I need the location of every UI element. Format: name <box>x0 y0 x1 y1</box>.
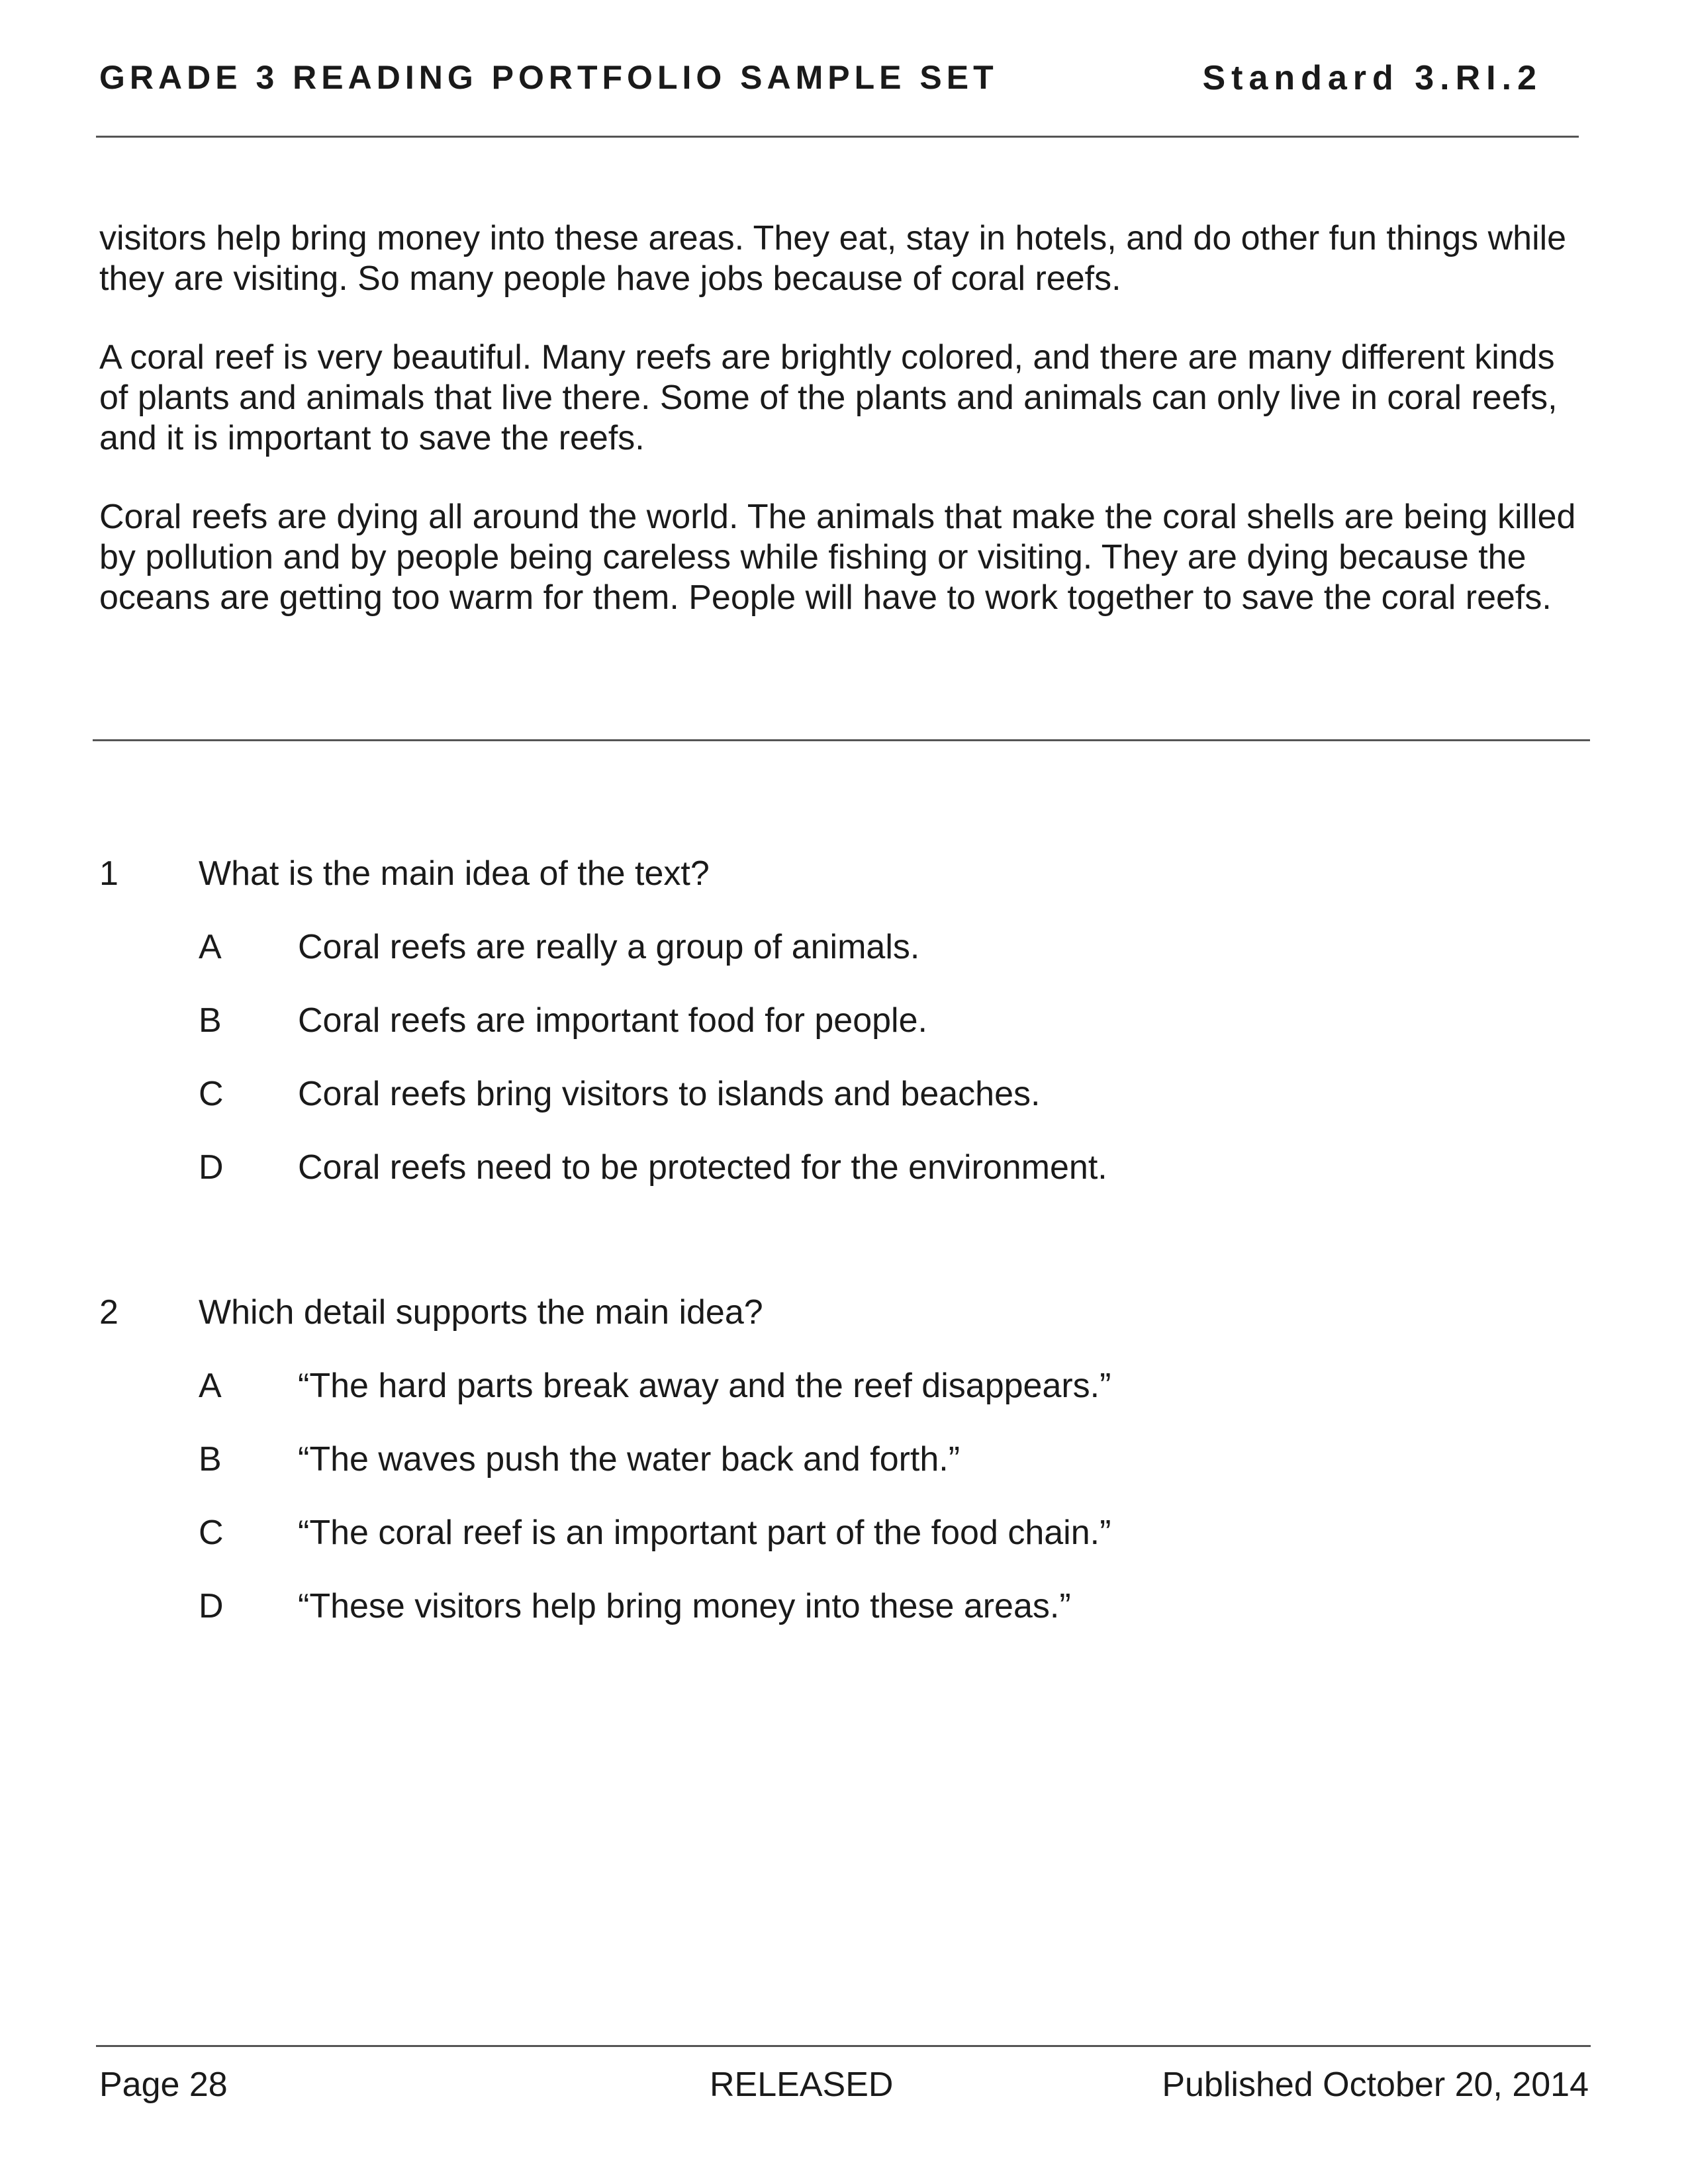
page-footer <box>99 2065 1589 2111</box>
option-letter: B <box>199 1001 222 1040</box>
option-text: Coral reefs are important food for people. <box>298 1001 927 1040</box>
option-letter: A <box>199 1367 222 1405</box>
answer-option-d[interactable] <box>99 1586 1556 1627</box>
page-number: Page 28 <box>99 2066 228 2104</box>
option-text: “The hard parts break away and the reef disappears.” <box>298 1367 1111 1405</box>
page-header <box>99 58 1542 98</box>
passage-paragraph: A coral reef is very beautiful. Many reefs are brightly colored, and there are many different kinds of plants and animals that live there. Some of the plants and animals can only live in coral reefs, and it is important to save the reefs. <box>99 338 1558 457</box>
option-text: Coral reefs are really a group of animals. <box>298 928 920 966</box>
header-standard: Standard 3.RI.2 <box>1202 59 1542 97</box>
passage-paragraph: visitors help bring money into these areas. They eat, stay in hotels, and do other fun things while they are visiting. So many people have jobs because of coral reefs. <box>99 219 1567 298</box>
question-stem <box>99 854 1556 894</box>
answer-option-a[interactable] <box>99 1366 1556 1406</box>
question-text: Which detail supports the main idea? <box>199 1293 763 1332</box>
option-text: “These visitors help bring money into these areas.” <box>298 1587 1071 1625</box>
option-letter: C <box>199 1075 224 1113</box>
option-text: “The waves push the water back and forth.” <box>298 1440 961 1479</box>
release-status: RELEASED <box>710 2066 894 2104</box>
question-number: 1 <box>99 854 118 893</box>
question-text: What is the main idea of the text? <box>199 854 710 893</box>
answer-option-c[interactable] <box>99 1513 1556 1553</box>
reading-passage <box>99 218 1582 657</box>
option-text: “The coral reef is an important part of the food chain.” <box>298 1514 1111 1552</box>
header-divider <box>96 136 1579 138</box>
answer-option-b[interactable] <box>99 1001 1556 1041</box>
question-number: 2 <box>99 1293 118 1332</box>
question-stem <box>99 1293 1556 1333</box>
header-title: GRADE 3 READING PORTFOLIO SAMPLE SET <box>99 59 998 96</box>
answer-option-c[interactable] <box>99 1074 1556 1115</box>
option-text: Coral reefs need to be protected for the environment. <box>298 1148 1107 1187</box>
published-date: Published October 20, 2014 <box>1162 2066 1589 2104</box>
option-letter: A <box>199 928 222 966</box>
option-letter: B <box>199 1440 222 1479</box>
question-2 <box>99 1293 1556 1660</box>
option-letter: D <box>199 1148 224 1187</box>
answer-option-b[interactable] <box>99 1439 1556 1480</box>
passage-paragraph: Coral reefs are dying all around the world. The animals that make the coral shells are being killed by pollution and by people being careless while fishing or visiting. They are dying because the oceans are getting too warm for them. People will have to work together to save the coral reefs. <box>99 498 1576 617</box>
passage-divider <box>93 739 1590 741</box>
question-1 <box>99 854 1556 1221</box>
option-letter: D <box>199 1587 224 1625</box>
answer-option-d[interactable] <box>99 1148 1556 1188</box>
answer-option-a[interactable] <box>99 927 1556 968</box>
footer-divider <box>96 2045 1591 2047</box>
option-letter: C <box>199 1514 224 1552</box>
option-text: Coral reefs bring visitors to islands and beaches. <box>298 1075 1041 1113</box>
